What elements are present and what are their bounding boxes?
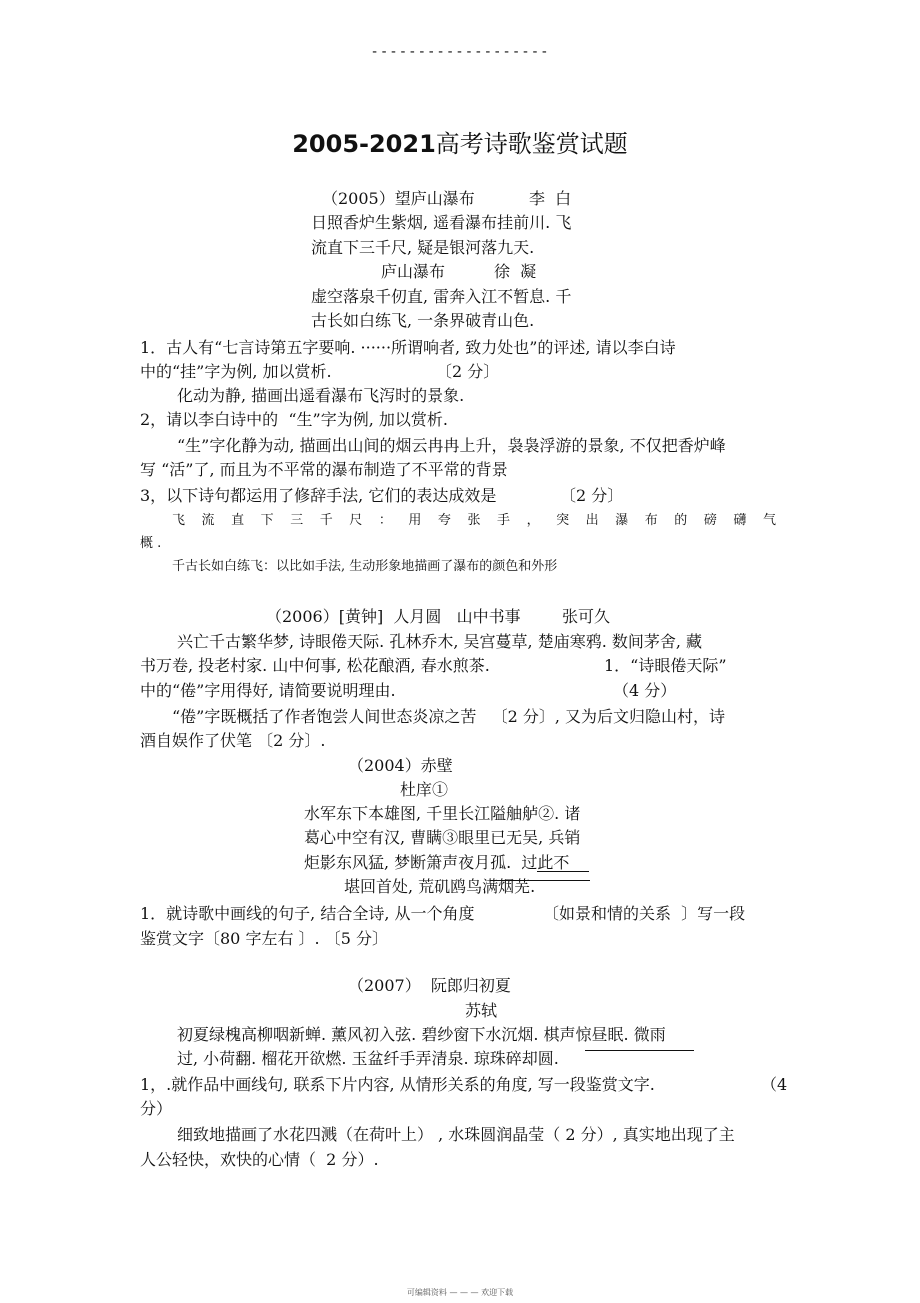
answer-text: 化动为静, 描画出遥看瀑布飞泻时的景象. [177,386,465,405]
poem-line: 堪回首处, 荒矶鸥鸟满烟芜. [344,877,536,896]
question-score: 〔2 分〕 [436,362,500,381]
poem-heading: （2004）赤壁 [348,756,453,775]
answer-char: 夸 [437,513,451,528]
question-score: 分） [140,1099,173,1118]
answer-char: 瀑 [615,513,629,528]
answer-char: 突 [556,513,570,528]
answer-text: 酒自娱作了伏笔 〔2 分〕. [140,731,326,750]
question-text: 〔如景和情的关系 〕写一段 [543,904,746,923]
poem-heading: （2005）望庐山瀑布 [322,189,475,208]
poem-line: 日照香炉生紫烟, 遥看瀑布挂前川. 飞 [311,213,572,232]
poem-heading: 庐山瀑布 [381,262,446,281]
question-text: 1．古人有“七言诗第五字要响. ······所谓响者, 致力处也”的评述, 请以李白诗 [140,338,676,357]
poem-author: 李 白 [529,189,572,208]
answer-char: 飞 [172,513,186,528]
poem-author: 杜庠① [400,780,449,799]
underline-mark [585,1050,694,1051]
answer-char: 布 [644,513,658,528]
question-score: 〔2 分〕 [560,486,624,505]
question-text: 1．就诗歌中画线的句子, 结合全诗, 从一个角度 [140,904,475,923]
question-text: 2，请以李白诗中的 “生”字为例, 加以赏析. [140,410,448,429]
question-text: 中的“挂”字为例, 加以赏析. [140,362,332,381]
poem-text: 兴亡千古繁华梦, 诗眼倦天际. 孔林乔木, 吴宫蔓草, 楚庙寒鸦. 数间茅舍, 藏 [177,632,703,651]
answer-char: 三 [290,513,304,528]
poem-text: 书万卷, 投老村家. 山中何事, 松花酿酒, 春水煎茶. [140,656,490,675]
answer-char: 张 [467,513,481,528]
answer-text: 千古长如白练飞：以比如手法, 生动形象地描画了瀑布的颜色和外形 [172,559,558,574]
answer-text: “倦”字既概括了作者饱尝人间世态炎凉之苦 〔2 分〕, 又为后文归隐山村，诗 [172,707,726,726]
title-text: 高考诗歌鉴赏试题 [435,130,628,158]
page-title [0,128,920,160]
poem-author: 苏轼 [465,1001,498,1020]
answer-text: 写 “活”了, 而且为不平常的瀑布制造了不平常的背景 [140,460,508,479]
answer-char: 出 [585,513,599,528]
page-footer: 可编辑资料 — — — 欢迎下载 [406,1288,514,1297]
answer-char: 用 [408,513,422,528]
answer-text: 人公轻快，欢快的心情（ 2 分）. [140,1150,379,1169]
poem-heading: （2006）[黄钟] 人月圆 山中书事 [266,607,521,626]
answer-text: “生”字化静为动, 描画出山间的烟云冉冉上升，袅袅浮游的景象, 不仅把香炉峰 [177,436,726,455]
question-score: （4 分） [613,681,677,700]
answer-char: 直 [231,513,245,528]
poem-line: 虚空落泉千仞直, 雷奔入江不暂息. 千 [311,287,572,306]
answer-char: ： [378,513,392,528]
answer-char: ， [526,513,540,528]
poem-line: 过, 小荷翻. 榴花开欲燃. 玉盆纤手弄清泉. 琼珠碎却圆. [177,1049,559,1068]
answer-char: 礴 [733,513,747,528]
poem-line: 古长如白练飞, 一条界破青山色. [311,311,535,330]
answer-spread-line [172,512,776,530]
poem-line: 炬影东风猛, 梦断箫声夜月孤. 过此不 [304,853,570,872]
question-score: （4 [761,1075,788,1094]
question-text: 1，.就作品中画线句, 联系下片内容, 从情形关系的角度, 写一段鉴赏文字. [140,1075,655,1094]
poem-line: 水军东下本雄图, 千里长江隘舳舻②. 诸 [304,804,581,823]
answer-char: 千 [319,513,333,528]
question-text: 3，以下诗句都运用了修辞手法, 它们的表达成效是 [140,486,497,505]
answer-char: 气 [762,513,776,528]
poem-heading: （2007） 阮郎归初夏 [348,976,511,995]
poem-author: 张可久 [562,607,611,626]
question-text: 鉴赏文字〔80 字左右 〕. 〔5 分〕 [140,929,388,948]
answer-char: 流 [201,513,215,528]
answer-char: 手 [497,513,511,528]
question-text: 1．“诗眼倦天际” [604,656,727,675]
answer-char: 尺 [349,513,363,528]
poem-author: 徐 凝 [494,262,537,281]
underline-mark [537,871,589,872]
poem-line: 初夏绿槐高柳咽新蝉. 薰风初入弦. 碧纱窗下水沉烟. 棋声惊昼眠. 微雨 [177,1025,666,1044]
title-years: 2005-2021 [292,130,436,158]
answer-text: 细致地描画了水花四溅（在荷叶上） , 水珠圆润晶莹（ 2 分）, 真实地出现了主 [177,1125,735,1144]
header-dashes: ------------------- [370,44,550,60]
answer-text: 概 . [140,536,162,551]
answer-char: 的 [674,513,688,528]
answer-char: 下 [260,513,274,528]
poem-line: 葛心中空有汉, 曹瞒③眼里已无吴, 兵销 [304,828,581,847]
underline-mark [490,880,590,881]
poem-line: 流直下三千尺, 疑是银河落九天. [311,238,535,257]
question-text: 中的“倦”字用得好, 请简要说明理由. [140,681,396,700]
answer-char: 磅 [703,513,717,528]
